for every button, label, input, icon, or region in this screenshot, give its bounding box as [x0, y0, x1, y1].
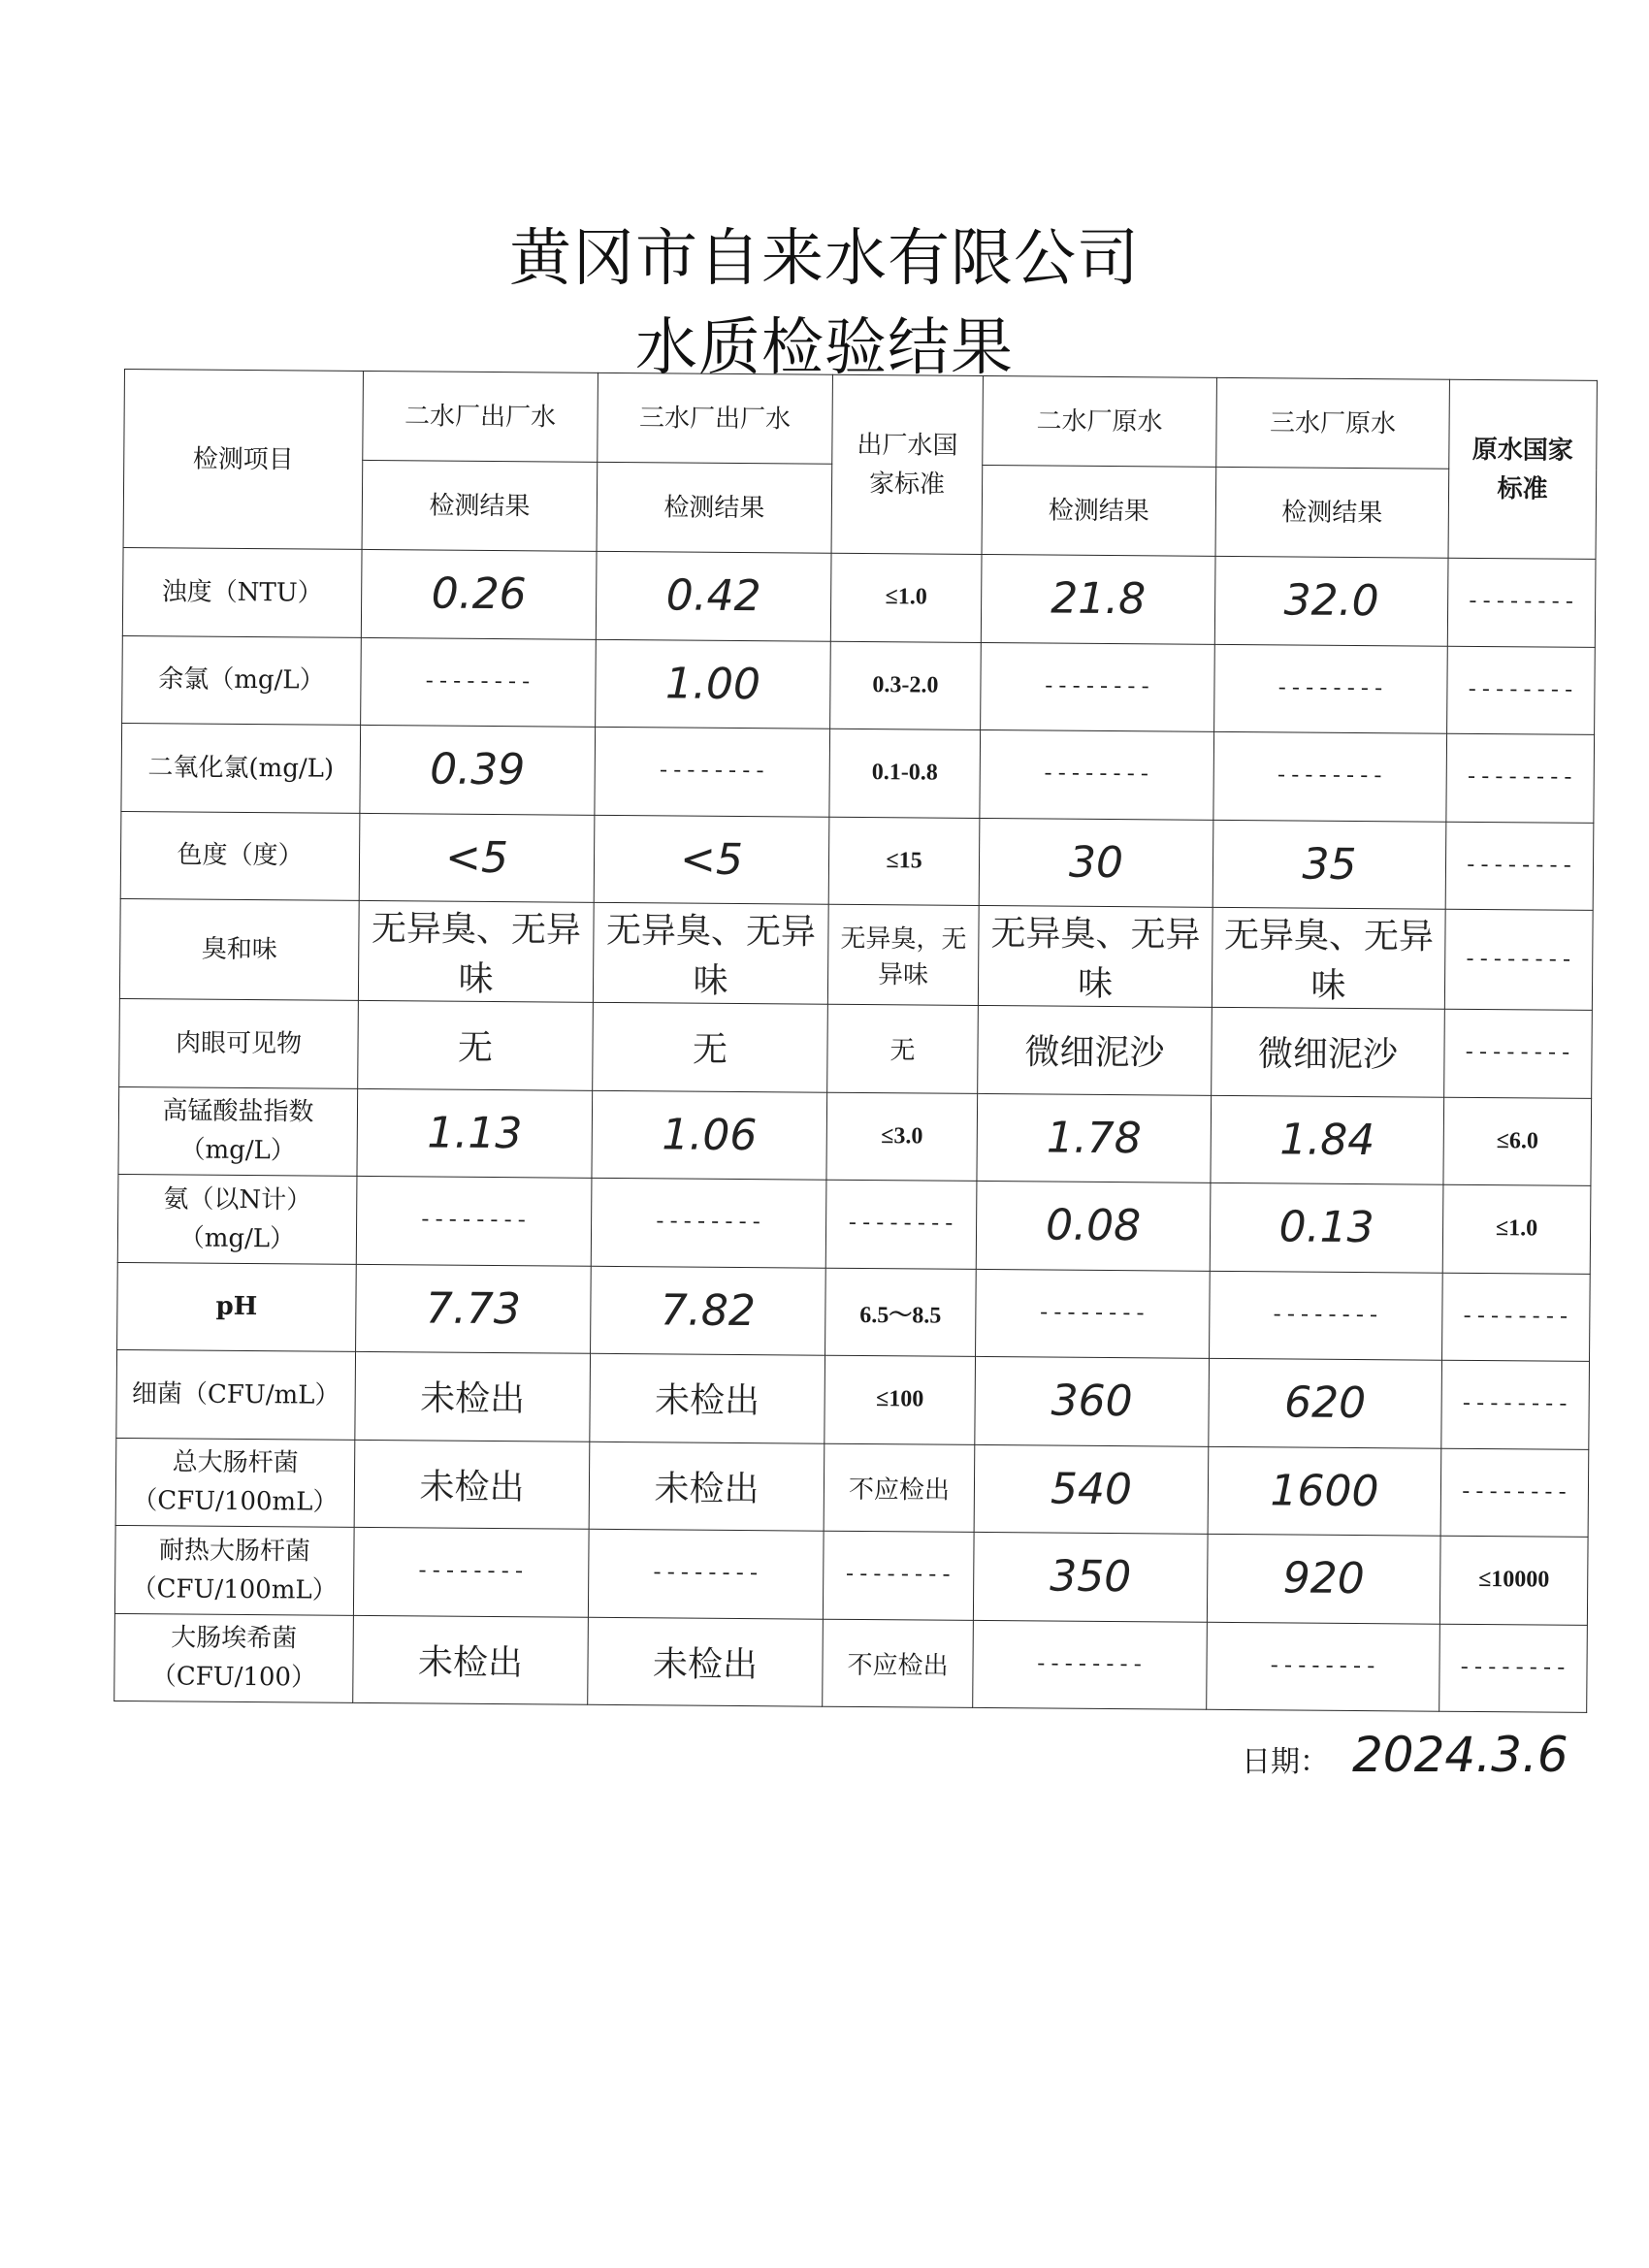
result-value: -------- — [1207, 1622, 1440, 1711]
result-value: 920 — [1207, 1534, 1440, 1623]
standard-raw: -------- — [1447, 558, 1596, 647]
table-row — [121, 723, 1595, 822]
result-value: 1.00 — [596, 639, 831, 729]
result-value: 微细泥沙 — [978, 1005, 1212, 1094]
result-value: 未检出 — [588, 1617, 824, 1706]
result-value: 未检出 — [354, 1440, 590, 1529]
item-label: pH — [117, 1262, 357, 1351]
result-value: 7.82 — [591, 1266, 826, 1355]
result-value: -------- — [588, 1529, 824, 1618]
header-item: 检测项目 — [123, 370, 363, 550]
result-value: -------- — [595, 727, 830, 816]
result-value: 0.26 — [361, 549, 597, 638]
result-value: 未检出 — [355, 1351, 591, 1441]
result-value: 21.8 — [981, 554, 1215, 643]
item-label: 二氧化氯(mg/L) — [121, 723, 361, 812]
standard-outlet: 6.5～8.5 — [825, 1268, 977, 1357]
result-value: <5 — [594, 815, 829, 904]
result-value: 0.42 — [596, 551, 831, 640]
result-value: 1.78 — [977, 1093, 1212, 1183]
results-table — [113, 369, 1598, 1713]
standard-raw: -------- — [1444, 909, 1593, 1010]
result-value: -------- — [1210, 1271, 1443, 1360]
result-value: 未检出 — [353, 1615, 589, 1704]
table-row — [114, 1613, 1588, 1712]
item-label: 浊度（NTU） — [122, 547, 362, 636]
item-label: 色度（度） — [120, 811, 360, 900]
table-row — [115, 1438, 1589, 1537]
standard-raw: -------- — [1446, 733, 1595, 823]
date-label: 日期： — [1242, 1745, 1329, 1779]
result-value: 30 — [979, 818, 1213, 907]
result-value: -------- — [976, 1269, 1211, 1358]
result-value: 7.73 — [356, 1264, 592, 1353]
table-row — [117, 1174, 1591, 1273]
table-row — [117, 1262, 1591, 1361]
results-sheet — [113, 369, 1597, 1695]
item-label: 高锰酸盐指数（mg/L） — [118, 1086, 358, 1176]
table-row — [114, 1525, 1588, 1624]
header-std-out: 出厂水国家标准 — [831, 374, 983, 554]
standard-raw: ≤10000 — [1439, 1536, 1588, 1625]
item-label: 氨（以N计）（mg/L） — [117, 1174, 357, 1263]
item-label: 大肠埃希菌（CFU/100） — [114, 1613, 354, 1702]
standard-raw: -------- — [1441, 1360, 1590, 1449]
result-value: -------- — [981, 642, 1215, 731]
result-value: 无异臭、无异味 — [593, 902, 828, 1004]
table-row — [118, 1086, 1592, 1185]
result-value: -------- — [591, 1178, 826, 1267]
result-value: 620 — [1209, 1358, 1442, 1447]
standard-raw: -------- — [1445, 822, 1594, 911]
result-value: -------- — [356, 1176, 592, 1265]
result-value: -------- — [980, 729, 1214, 819]
result-value: 无异臭、无异味 — [978, 905, 1212, 1007]
standard-outlet: 不应检出 — [824, 1443, 975, 1533]
result-value: 未检出 — [590, 1353, 825, 1442]
header-result-1: 检测结果 — [362, 460, 598, 551]
item-label: 耐热大肠杆菌（CFU/100mL） — [114, 1525, 354, 1614]
standard-raw: -------- — [1447, 646, 1596, 735]
item-label: 肉眼可见物 — [119, 998, 359, 1087]
table-row — [122, 635, 1596, 734]
result-value: 1.06 — [592, 1090, 827, 1180]
standard-outlet: 无 — [827, 1004, 979, 1093]
header-col5: 三水厂原水 — [1216, 377, 1450, 469]
standard-outlet: ≤15 — [828, 817, 980, 906]
result-value: -------- — [361, 637, 597, 727]
item-label: 细菌（CFU/mL） — [116, 1349, 356, 1439]
date-line — [1242, 1727, 1568, 1783]
standard-raw: -------- — [1444, 1009, 1593, 1098]
date-value: 2024.3.6 — [1352, 1727, 1568, 1783]
item-label: 臭和味 — [119, 898, 359, 1000]
standard-outlet: -------- — [823, 1531, 974, 1620]
result-value: 0.13 — [1210, 1183, 1443, 1272]
result-value: -------- — [1214, 644, 1448, 733]
table-row — [119, 998, 1593, 1097]
standard-raw: -------- — [1442, 1273, 1591, 1362]
header-result-2: 检测结果 — [597, 462, 832, 553]
header-std-raw: 原水国家标准 — [1448, 379, 1597, 559]
header-result-5: 检测结果 — [1215, 467, 1449, 558]
result-value: 1.84 — [1211, 1095, 1444, 1184]
result-value: 35 — [1212, 820, 1446, 909]
header-col2: 三水厂出厂水 — [598, 373, 833, 464]
standard-outlet: ≤3.0 — [826, 1092, 978, 1182]
standard-raw: ≤6.0 — [1443, 1097, 1592, 1186]
header-result-4: 检测结果 — [982, 465, 1216, 556]
standard-outlet: 0.1-0.8 — [829, 729, 981, 818]
standard-raw: -------- — [1439, 1624, 1588, 1713]
result-value: 350 — [973, 1532, 1208, 1621]
item-label: 余氯（mg/L） — [122, 635, 362, 725]
standard-raw: -------- — [1440, 1448, 1589, 1538]
result-value: <5 — [359, 813, 595, 902]
page-subtitle: 水质检验结果 — [635, 312, 1014, 384]
result-value: 未检出 — [589, 1442, 824, 1531]
standard-outlet: -------- — [825, 1180, 977, 1269]
result-value: 无 — [593, 1002, 828, 1091]
table-row — [122, 547, 1596, 646]
table-row — [119, 898, 1593, 1010]
item-label: 总大肠杆菌（CFU/100mL） — [115, 1438, 355, 1527]
standard-outlet: ≤100 — [824, 1355, 976, 1444]
result-value: 无 — [358, 1000, 594, 1089]
standard-outlet: ≤1.0 — [830, 553, 982, 642]
result-value: 1.13 — [357, 1088, 593, 1178]
standard-raw: ≤1.0 — [1442, 1184, 1591, 1274]
result-value: -------- — [353, 1527, 589, 1616]
standard-outlet: 不应检出 — [823, 1619, 974, 1708]
header-col1: 二水厂出厂水 — [363, 371, 598, 462]
result-value: 360 — [975, 1356, 1210, 1445]
result-value: 无异臭、无异味 — [358, 900, 594, 1002]
result-value: -------- — [1213, 731, 1447, 821]
standard-outlet: 0.3-2.0 — [830, 641, 982, 730]
result-value: 32.0 — [1214, 556, 1448, 645]
result-value: 微细泥沙 — [1212, 1007, 1445, 1096]
result-value: 1600 — [1208, 1446, 1441, 1536]
page-title: 黄冈市自来水有限公司 — [509, 223, 1140, 295]
header-col4: 二水厂原水 — [983, 375, 1217, 467]
result-value: 0.08 — [976, 1181, 1211, 1270]
result-value: 540 — [974, 1444, 1209, 1534]
standard-outlet: 无异臭，无异味 — [827, 904, 979, 1005]
result-value: -------- — [973, 1620, 1208, 1709]
result-value: 0.39 — [360, 725, 596, 814]
table-row — [116, 1349, 1590, 1448]
result-value: 无异臭、无异味 — [1212, 907, 1445, 1009]
table-row — [120, 811, 1594, 910]
